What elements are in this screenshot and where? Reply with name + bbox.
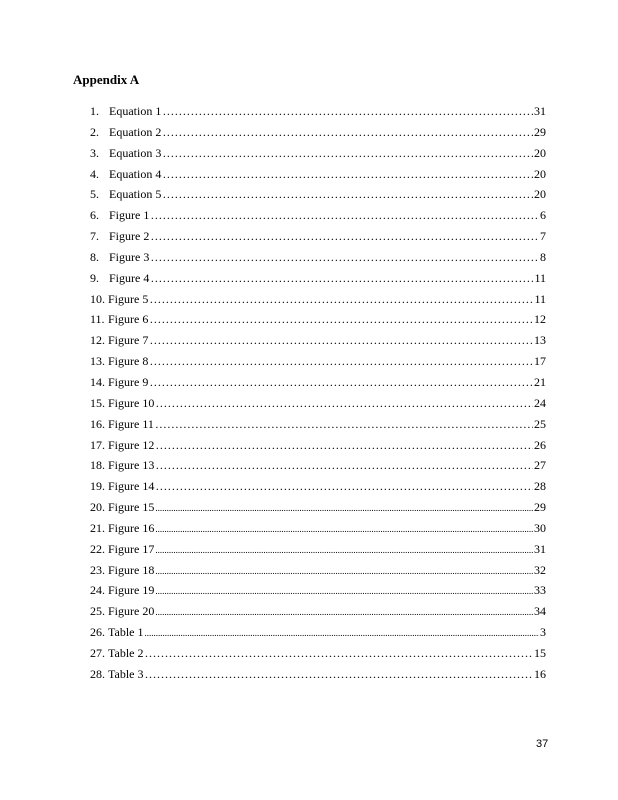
toc-entry-label: Figure 20: [108, 604, 155, 619]
toc-entry-number: 4.: [90, 166, 99, 181]
toc-entry-16[interactable]: [90, 416, 546, 437]
toc-entry-8[interactable]: [90, 249, 546, 270]
toc-dot-leader: [144, 645, 533, 661]
toc-dot-leader: [149, 311, 533, 327]
toc-entry-number: 14.: [90, 374, 105, 389]
toc-entry-label: Equation 2: [109, 124, 162, 139]
toc-entry-number: 24.: [90, 583, 105, 598]
appendix-heading: Appendix A: [73, 72, 140, 87]
toc-entry-label: Equation 4: [109, 166, 162, 181]
toc-entry-label: Figure 18: [108, 562, 155, 577]
toc-dot-leader: [155, 583, 533, 599]
toc-entry-label: Figure 15: [108, 500, 155, 515]
toc-entry-25[interactable]: [90, 603, 546, 624]
toc-entry-page: 28: [534, 479, 546, 494]
toc-entry-label: Figure 2: [109, 229, 150, 244]
toc-entry-18[interactable]: [90, 457, 546, 478]
toc-entry-label: Figure 1: [109, 208, 150, 223]
toc-dot-leader: [150, 228, 539, 244]
toc-dot-leader: [155, 416, 533, 432]
toc-entry-page: 31: [534, 541, 546, 556]
toc-entry-label: Equation 3: [109, 145, 162, 160]
toc-entry-page: 6: [540, 208, 546, 223]
toc-dot-leader: [150, 270, 533, 286]
toc-dot-leader: [150, 249, 539, 265]
toc-dot-leader: [162, 186, 533, 202]
toc-entry-number: 17.: [90, 437, 105, 452]
toc-entry-number: 11.: [90, 312, 105, 327]
toc-entry-label: Figure 16: [108, 520, 155, 535]
page-number: 37: [536, 738, 549, 750]
toc-entry-number: 2.: [90, 124, 99, 139]
toc-entry-page: 31: [534, 104, 546, 118]
toc-dot-leader: [144, 666, 533, 682]
toc-dot-leader: [162, 103, 533, 119]
toc-dot-leader: [162, 166, 533, 182]
toc-entry-10[interactable]: [90, 291, 546, 312]
toc-dot-leader: [149, 353, 533, 369]
toc-entry-7[interactable]: [90, 228, 546, 249]
toc-entry-page: 17: [534, 354, 546, 369]
toc-entry-number: 28.: [90, 666, 105, 681]
toc-entry-page: 8: [540, 249, 546, 264]
toc-entry-page: 20: [534, 187, 546, 202]
toc-entry-page: 30: [534, 520, 546, 535]
toc-entry-label: Figure 14: [108, 479, 155, 494]
toc-entry-1[interactable]: [90, 103, 546, 124]
toc-entry-11[interactable]: [90, 311, 546, 332]
toc-dot-leader: [155, 542, 533, 558]
toc-dot-leader: [162, 145, 533, 161]
toc-entry-24[interactable]: [90, 582, 546, 603]
toc-entry-label: Table 3: [108, 666, 144, 681]
toc-entry-15[interactable]: [90, 395, 546, 416]
toc-entry-label: Figure 7: [108, 333, 149, 348]
toc-entry-17[interactable]: [90, 437, 546, 458]
toc-dot-leader: [150, 207, 539, 223]
toc-entry-label: Figure 5: [108, 291, 149, 306]
toc-entry-page: 27: [534, 458, 546, 473]
toc-dot-leader: [149, 291, 533, 307]
toc-dot-leader: [155, 457, 533, 473]
toc-dot-leader: [155, 500, 533, 516]
toc-entry-21[interactable]: [90, 520, 546, 541]
toc-dot-leader: [155, 563, 533, 579]
toc-entry-number: 1.: [90, 104, 99, 118]
toc-entry-page: 24: [534, 395, 546, 410]
toc-entry-19[interactable]: [90, 478, 546, 499]
toc-entry-label: Figure 19: [108, 583, 155, 598]
toc-dot-leader: [144, 625, 539, 641]
toc-entry-label: Equation 1: [109, 104, 162, 118]
toc-entry-number: 8.: [90, 249, 99, 264]
toc-entry-9[interactable]: [90, 270, 546, 291]
toc-entry-label: Figure 9: [108, 374, 149, 389]
toc-dot-leader: [162, 124, 533, 140]
toc-entry-page: 32: [534, 562, 546, 577]
toc-entry-label: Figure 6: [108, 312, 149, 327]
toc-dot-leader: [155, 604, 533, 620]
toc-entry-page: 12: [534, 312, 546, 327]
toc-entry-page: 29: [534, 124, 546, 139]
toc-entry-number: 12.: [90, 333, 105, 348]
toc-entry-page: 11: [534, 291, 546, 306]
toc-entry-page: 26: [534, 437, 546, 452]
toc-entry-label: Figure 10: [108, 395, 155, 410]
toc-entry-number: 25.: [90, 604, 105, 619]
toc-entry-label: Figure 8: [108, 354, 149, 369]
toc-entry-23[interactable]: [90, 562, 546, 583]
toc-entry-number: 23.: [90, 562, 105, 577]
toc-entry-page: 34: [534, 604, 546, 619]
toc-entry-5[interactable]: [90, 186, 546, 207]
toc-entry-page: 3: [540, 625, 546, 640]
toc-dot-leader: [149, 332, 533, 348]
toc-entry-28[interactable]: [90, 666, 546, 687]
toc-entry-label: Figure 4: [109, 270, 150, 285]
toc-entry-3[interactable]: [90, 145, 546, 166]
toc-dot-leader: [155, 521, 533, 537]
toc-entry-number: 3.: [90, 145, 99, 160]
toc-entry-number: 15.: [90, 395, 105, 410]
toc-entry-number: 26.: [90, 625, 105, 640]
toc-dot-leader: [155, 395, 533, 411]
toc-entry-number: 10.: [90, 291, 105, 306]
toc-entry-number: 27.: [90, 645, 105, 660]
toc-entry-label: Table 1: [108, 625, 144, 640]
toc-entry-page: 21: [534, 374, 546, 389]
toc-entry-page: 20: [534, 166, 546, 181]
toc-entry-14[interactable]: [90, 374, 546, 395]
toc-entry-number: 5.: [90, 187, 99, 202]
toc-entry-4[interactable]: [90, 166, 546, 187]
toc-entry-label: Figure 11: [108, 416, 154, 431]
toc-entry-page: 13: [534, 333, 546, 348]
toc-entry-number: 19.: [90, 479, 105, 494]
toc-entry-page: 7: [540, 229, 546, 244]
toc-entry-label: Figure 17: [108, 541, 155, 556]
toc-entry-label: Figure 13: [108, 458, 155, 473]
toc-entry-page: 11: [534, 270, 546, 285]
toc-entry-number: 22.: [90, 541, 105, 556]
toc-entry-page: 33: [534, 583, 546, 598]
toc-entry-page: 25: [534, 416, 546, 431]
toc-entry-label: Figure 3: [109, 249, 150, 264]
toc-entry-27[interactable]: [90, 645, 546, 666]
toc-entry-page: 20: [534, 145, 546, 160]
table-of-contents: [90, 103, 546, 687]
toc-entry-page: 15: [534, 645, 546, 660]
toc-entry-label: Table 2: [108, 645, 144, 660]
toc-entry-page: 16: [534, 666, 546, 681]
toc-entry-26[interactable]: [90, 624, 546, 645]
toc-entry-label: Equation 5: [109, 187, 162, 202]
toc-entry-13[interactable]: [90, 353, 546, 374]
toc-entry-22[interactable]: [90, 541, 546, 562]
toc-entry-6[interactable]: [90, 207, 546, 228]
toc-entry-number: 7.: [90, 229, 99, 244]
toc-dot-leader: [155, 478, 533, 494]
toc-entry-label: Figure 12: [108, 437, 155, 452]
toc-entry-12[interactable]: [90, 332, 546, 353]
toc-dot-leader: [149, 374, 533, 390]
toc-entry-20[interactable]: [90, 499, 546, 520]
toc-entry-2[interactable]: [90, 124, 546, 145]
toc-entry-page: 29: [534, 500, 546, 515]
toc-entry-number: 6.: [90, 208, 99, 223]
toc-entry-number: 21.: [90, 520, 105, 535]
toc-entry-number: 13.: [90, 354, 105, 369]
toc-entry-number: 18.: [90, 458, 105, 473]
toc-dot-leader: [155, 437, 533, 453]
toc-entry-number: 20.: [90, 500, 105, 515]
toc-entry-number: 16.: [90, 416, 105, 431]
toc-entry-number: 9.: [90, 270, 99, 285]
